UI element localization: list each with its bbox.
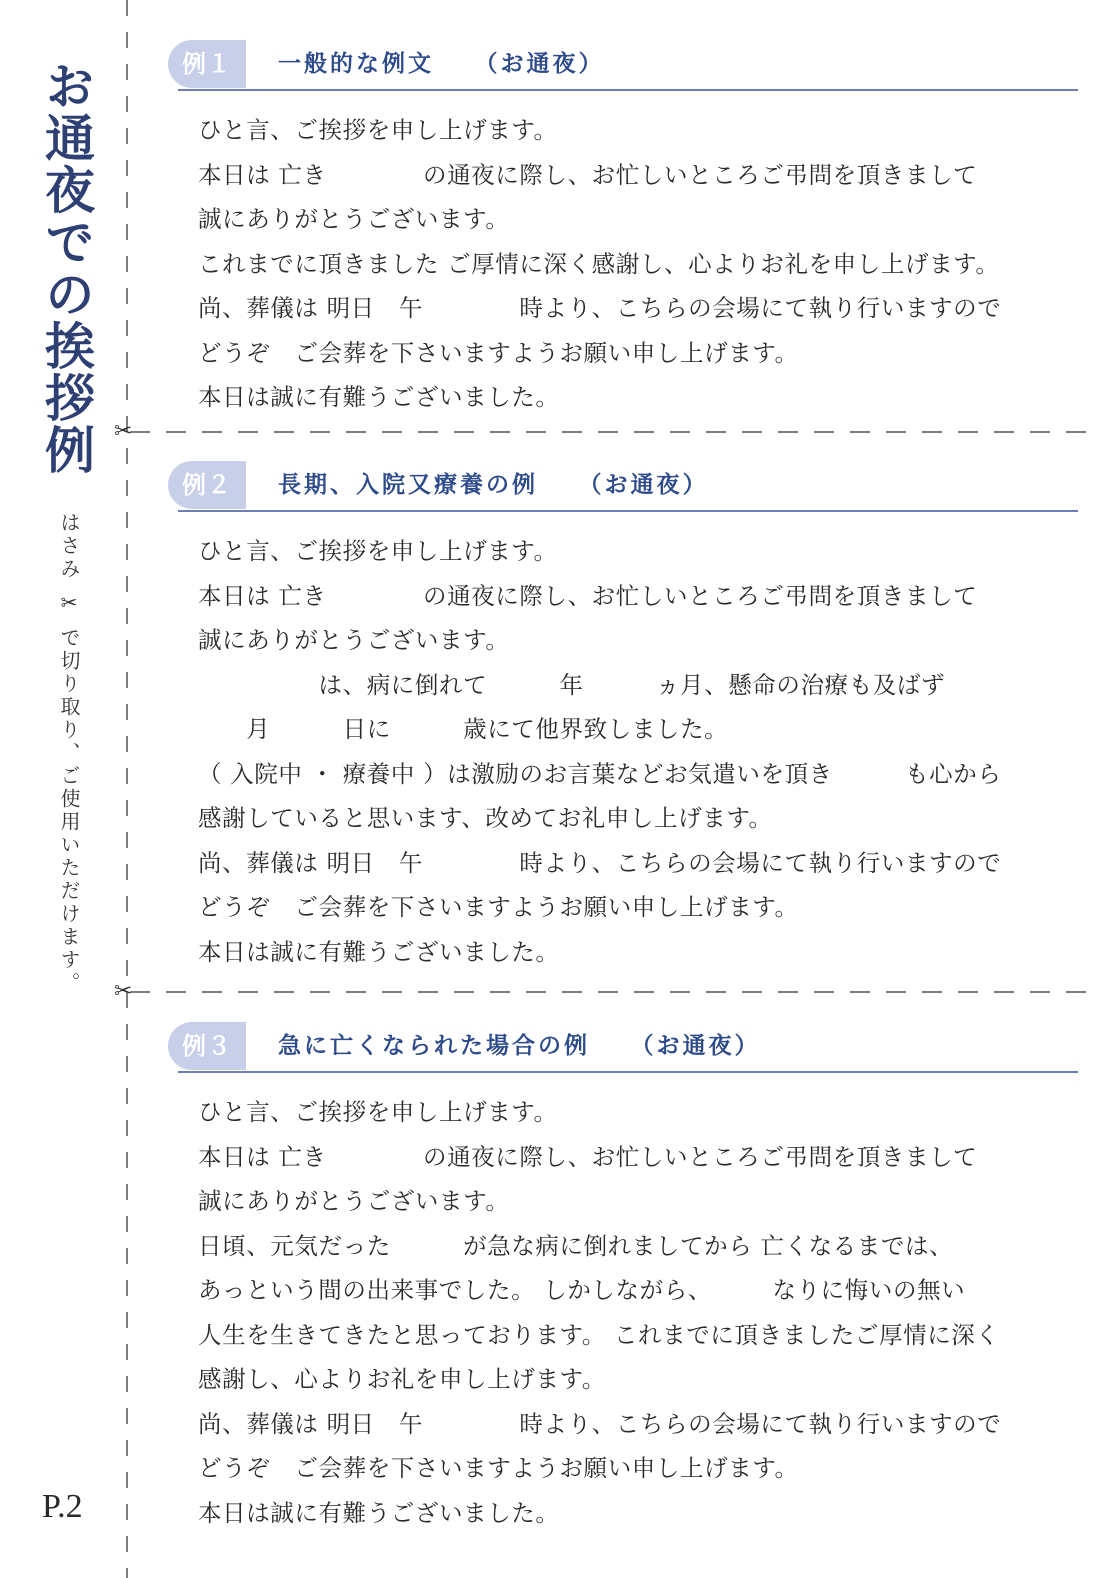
scissors-icon: ✂ <box>114 979 133 1004</box>
speech-line: 尚、葬儀は 明日 午 時より、こちらの会場にて執り行いますので <box>198 294 1002 322</box>
heading-rule <box>178 89 1078 91</box>
speech-line: これまでに頂きました ご厚情に深く感謝し、心よりお礼を申し上げます。 <box>198 249 1000 278</box>
speech-text <box>198 108 1078 420</box>
speech-line: 誠にありがとうございます。 <box>198 205 510 233</box>
speech-line: 感謝し、心よりお礼を申し上げます。 <box>198 1365 606 1393</box>
speech-line: 誠にありがとうございます。 <box>198 1187 510 1215</box>
speech-line: 尚、葬儀は 明日 午 時より、こちらの会場にて執り行いますので <box>198 848 1002 877</box>
section-title: 急に亡くなられた場合の例 （お通夜） <box>278 1033 761 1059</box>
speech-line: ひと言、ご挨拶を申し上げます。 <box>198 537 558 565</box>
cut-instruction-note: はさみ ✂ で切り取り、ご使用いただけます。 <box>57 512 81 995</box>
vertical-cut-guide <box>126 0 128 1578</box>
section-title: 一般的な例文 （お通夜） <box>278 51 605 77</box>
speech-line: 尚、葬儀は 明日 午 時より、こちらの会場にて執り行いますので <box>198 1409 1002 1438</box>
speech-line: 月 日に 歳にて他界致しました。 <box>198 715 729 743</box>
section-title: 長期、入院又療養の例 （お通夜） <box>278 472 709 498</box>
speech-line: ひと言、ご挨拶を申し上げます。 <box>198 1098 558 1126</box>
speech-line: どうぞ ご会葬を下さいますようお願い申し上げます。 <box>198 338 799 367</box>
speech-line: あっという間の出来事でした。 しかしながら、 なりに悔いの無い <box>198 1276 966 1304</box>
speech-text <box>198 1090 1078 1535</box>
section-heading <box>168 461 1078 511</box>
example-section-1 <box>168 40 1078 420</box>
page-title: お通夜での挨拶例 <box>37 60 96 476</box>
speech-line: 本日は誠に有難うございました。 <box>198 383 560 411</box>
example-section-3 <box>168 1022 1078 1535</box>
speech-text <box>198 529 1078 974</box>
speech-line: どうぞ ご会葬を下さいますようお願い申し上げます。 <box>198 1454 799 1482</box>
speech-line: 誠にありがとうございます。 <box>198 626 510 654</box>
horizontal-cut-guide <box>130 991 1090 993</box>
example-badge: 例１ <box>168 40 246 88</box>
speech-line: 感謝していると思います、改めてお礼申し上げます。 <box>198 804 773 832</box>
horizontal-cut-guide <box>130 431 1090 433</box>
speech-line: ひと言、ご挨拶を申し上げます。 <box>198 116 558 144</box>
speech-line: 本日は誠に有難うございました。 <box>198 937 560 966</box>
speech-line: 本日は 亡き の通夜に際し、お忙しいところご弔問を頂きまして <box>198 1142 978 1171</box>
page-number: P.2 <box>42 1488 83 1525</box>
scissors-icon: ✂ <box>114 419 133 444</box>
example-section-2 <box>168 461 1078 974</box>
speech-line: どうぞ ご会葬を下さいますようお願い申し上げます。 <box>198 893 799 921</box>
speech-line: 日頃、元気だった が急な病に倒れましてから 亡くなるまでは、 <box>198 1231 954 1260</box>
speech-line: （ 入院中 ・ 療養中 ）は激励のお言葉などお気遣いを頂き も心から <box>198 759 1002 788</box>
speech-line: 本日は 亡き の通夜に際し、お忙しいところご弔問を頂きまして <box>198 581 978 610</box>
section-heading <box>168 1022 1078 1072</box>
speech-line: 人生を生きてきたと思っております。 これまでに頂きましたご厚情に深く <box>198 1320 1000 1349</box>
example-badge: 例２ <box>168 461 246 509</box>
speech-line: は、病に倒れて 年 ヵ月、懸命の治療も及ばず <box>198 670 946 699</box>
heading-rule <box>178 510 1078 512</box>
example-badge: 例３ <box>168 1022 246 1070</box>
heading-rule <box>178 1071 1078 1073</box>
speech-line: 本日は誠に有難うございました。 <box>198 1498 560 1527</box>
speech-line: 本日は 亡き の通夜に際し、お忙しいところご弔問を頂きまして <box>198 160 978 189</box>
section-heading <box>168 40 1078 90</box>
